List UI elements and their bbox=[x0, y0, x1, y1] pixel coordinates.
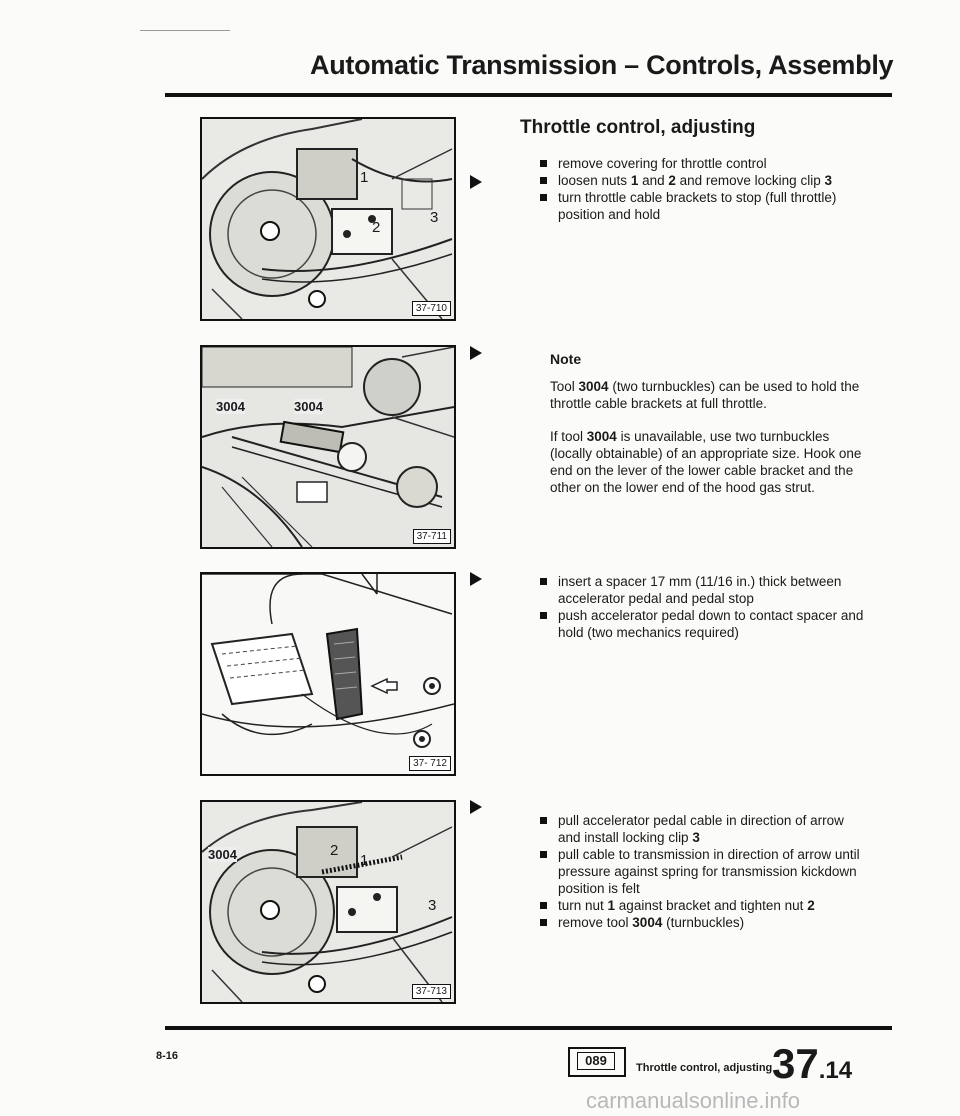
callout-3: 3 bbox=[430, 209, 439, 226]
bullet-icon bbox=[540, 902, 547, 909]
bold-ref: 3004 bbox=[578, 379, 609, 394]
figure-label: 37-713 bbox=[412, 984, 451, 999]
page-number: 8-16 bbox=[156, 1050, 179, 1062]
figure-label: 37-710 bbox=[412, 301, 451, 316]
list-item bbox=[540, 897, 870, 914]
callout-tool-right: 3004 bbox=[294, 399, 323, 414]
pointer-arrow-2 bbox=[470, 346, 482, 360]
header-rule bbox=[165, 93, 892, 97]
text-run: remove covering for throttle control bbox=[558, 156, 767, 171]
list-item bbox=[540, 155, 870, 172]
bullet-icon bbox=[540, 612, 547, 619]
bullet-icon bbox=[540, 919, 547, 926]
watermark: carmanualsonline.info bbox=[586, 1088, 801, 1113]
callout-3: 3 bbox=[428, 897, 437, 914]
bold-ref: 3 bbox=[824, 173, 832, 188]
engine-illustration-1 bbox=[202, 119, 454, 319]
figure-throttle-linkage-1 bbox=[200, 117, 456, 321]
list-item bbox=[540, 846, 870, 897]
pointer-arrow-3 bbox=[470, 572, 482, 586]
section-heading: Throttle control, adjusting bbox=[520, 117, 756, 138]
list-item bbox=[540, 573, 870, 607]
text-run: push accelerator pedal down to contact spacer and hold (two mechanics required) bbox=[558, 608, 864, 640]
callout-2: 2 bbox=[330, 842, 339, 859]
list-item bbox=[540, 914, 870, 931]
figure-label: 37-711 bbox=[413, 529, 451, 544]
pointer-arrow-4 bbox=[470, 800, 482, 814]
text-run: and bbox=[638, 173, 669, 188]
bold-ref: 3004 bbox=[632, 915, 663, 930]
text-run: pull cable to transmission in direction of arrow until pressure against spring for transmission kickdown position is felt bbox=[558, 847, 860, 896]
bold-ref: 1 bbox=[630, 173, 639, 188]
stray-mark bbox=[140, 30, 230, 31]
pointer-arrow-1 bbox=[470, 175, 482, 189]
section-number-minor: .14 bbox=[818, 1057, 853, 1084]
bullet-icon bbox=[540, 177, 547, 184]
note-heading: Note bbox=[550, 351, 582, 367]
footer-section-number bbox=[772, 1040, 852, 1088]
text-run: remove tool bbox=[558, 915, 633, 930]
figure-turnbuckles bbox=[200, 345, 456, 549]
text-run: loosen nuts bbox=[558, 173, 631, 188]
text-run: against bracket and tighten nut bbox=[615, 898, 808, 913]
list-item bbox=[540, 607, 870, 641]
text-run: (two turnbuckles) can be used to hold the throttle cable brackets at full throttle. bbox=[550, 379, 860, 411]
figure-accelerator-pedal bbox=[200, 572, 456, 776]
callout-tool: 3004 bbox=[208, 847, 237, 862]
pedal-illustration bbox=[202, 574, 454, 774]
text-run: turn nut bbox=[558, 898, 608, 913]
footer-section-label: Throttle control, adjusting bbox=[636, 1062, 773, 1074]
callout-1: 1 bbox=[360, 852, 369, 869]
figure-label: 37- 712 bbox=[409, 756, 451, 771]
note-paragraph-1 bbox=[550, 378, 870, 412]
text-run: If tool bbox=[550, 429, 587, 444]
callout-tool-left: 3004 bbox=[216, 399, 245, 414]
note-paragraph-2 bbox=[550, 428, 870, 496]
transmission-code: 089 bbox=[577, 1052, 615, 1070]
page-title: Automatic Transmission – Controls, Assembly bbox=[310, 50, 894, 80]
list-item bbox=[540, 189, 870, 223]
bullet-icon bbox=[540, 578, 547, 585]
figure-throttle-linkage-2 bbox=[200, 800, 456, 1004]
section-number-major: 37 bbox=[772, 1040, 819, 1087]
text-run: turn throttle cable brackets to stop (full throttle) position and hold bbox=[558, 190, 837, 222]
step-list-1 bbox=[540, 155, 870, 223]
list-item bbox=[540, 172, 870, 189]
callout-1: 1 bbox=[360, 169, 369, 186]
bullet-icon bbox=[540, 160, 547, 167]
bullet-icon bbox=[540, 817, 547, 824]
callout-2: 2 bbox=[372, 219, 381, 236]
step-list-2 bbox=[540, 573, 870, 641]
text-run: pull accelerator pedal cable in direction of arrow and install locking clip bbox=[558, 813, 844, 845]
engine-illustration-3 bbox=[202, 802, 454, 1002]
text-run: insert a spacer 17 mm (11/16 in.) thick between accelerator pedal and pedal stop bbox=[558, 574, 842, 606]
text-run: is unavailable, use two turnbuckles (locally obtainable) of an appropriate size. Hook one end on the lever of the lower cable bracket and the other on the lower end of the hood gas strut. bbox=[550, 429, 862, 495]
bullet-icon bbox=[540, 851, 547, 858]
list-item bbox=[540, 812, 870, 846]
bullet-icon bbox=[540, 194, 547, 201]
text-run: and remove locking clip bbox=[675, 173, 825, 188]
transmission-code-box bbox=[568, 1047, 626, 1077]
footer-rule bbox=[165, 1026, 892, 1030]
text-run: Tool bbox=[550, 379, 579, 394]
step-list-3 bbox=[540, 812, 870, 931]
bold-ref: 2 bbox=[668, 173, 676, 188]
bold-ref: 3 bbox=[692, 830, 700, 845]
text-run: (turnbuckles) bbox=[662, 915, 745, 930]
engine-illustration-2 bbox=[202, 347, 454, 547]
bold-ref: 1 bbox=[607, 898, 616, 913]
bold-ref: 3004 bbox=[586, 429, 617, 444]
bold-ref: 2 bbox=[807, 898, 815, 913]
